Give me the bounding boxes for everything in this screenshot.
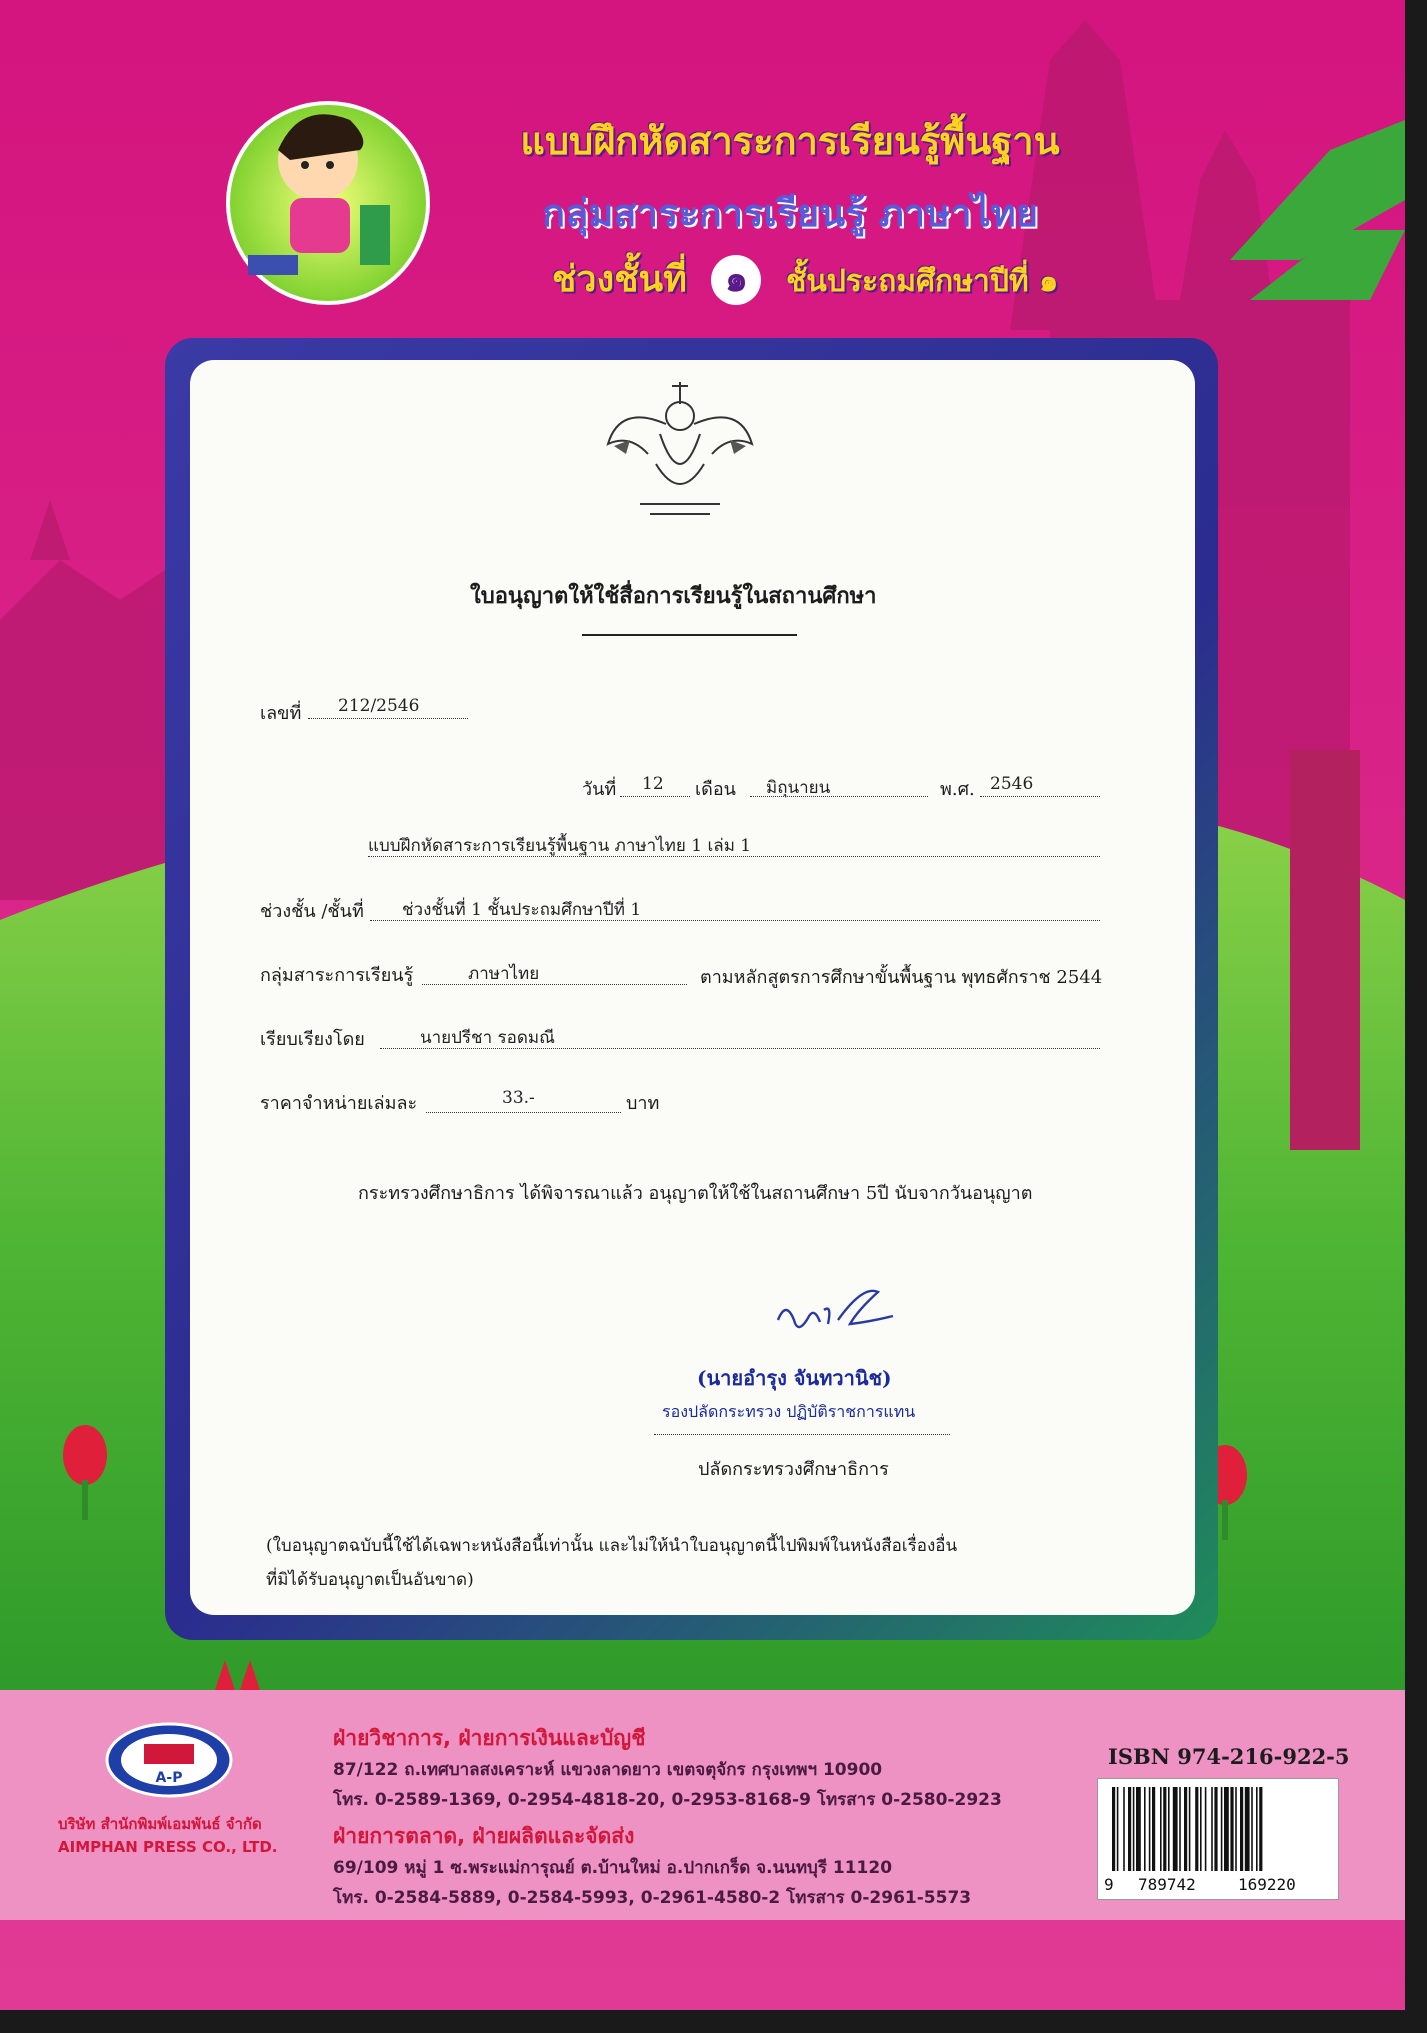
barcode-bar xyxy=(1128,1787,1131,1871)
author-line xyxy=(380,1048,1100,1049)
barcode-bar xyxy=(1112,1787,1115,1871)
author-value: นายปรีชา รอดมณี xyxy=(420,1028,555,1048)
signer-name: (นายอำรุง จันทวานิช) xyxy=(697,1366,892,1390)
subject-line xyxy=(422,984,687,985)
dept1-address: 87/122 ถ.เทศบาลสงเคราะห์ แขวงลาดยาว เขตจตุจักร กรุงเทพฯ 10900 xyxy=(333,1760,883,1780)
curriculum-text: ตามหลักสูตรการศึกษาขั้นพื้นฐาน พุทธศักราช 2544 xyxy=(700,967,1103,988)
header-title-line2: กลุ่มสาระการเรียนรู้ ภาษาไทย xyxy=(542,191,1038,235)
mascot-boy-icon xyxy=(228,103,428,303)
header-level-badge: ๑ xyxy=(711,255,761,305)
barcode-bar xyxy=(1149,1787,1151,1871)
barcode-bar xyxy=(1259,1787,1262,1871)
signature-mark xyxy=(768,1280,898,1350)
dept2-address: 69/109 หมู่ 1 ซ.พระแม่การุณย์ ต.บ้านใหม่ อ.ปากเกร็ด จ.นนทบุรี 11120 xyxy=(333,1858,893,1878)
barcode-prefix: 9 xyxy=(1104,1875,1114,1894)
publisher-logo-text: A-P xyxy=(155,1770,183,1786)
header-level-label: ช่วงชั้นที่ xyxy=(551,259,687,300)
dept2-heading: ฝ่ายการตลาด, ฝ่ายผลิตและจัดส่ง xyxy=(333,1824,635,1848)
subject-label: กลุ่มสาระการเรียนรู้ xyxy=(260,965,414,986)
barcode-left-digits: 789742 xyxy=(1138,1875,1196,1894)
date-day-value: 12 xyxy=(642,774,664,794)
isbn-barcode xyxy=(1097,1778,1339,1900)
barcode-bar xyxy=(1224,1787,1229,1871)
level-label: ช่วงชั้น /ชั้นที่ xyxy=(260,901,364,922)
barcode-bar xyxy=(1221,1787,1223,1871)
publisher-company-en: AIMPHAN PRESS CO., LTD. xyxy=(58,1838,278,1856)
level-value: ช่วงชั้นที่ 1 ชั้นประถมศึกษาปีที่ 1 xyxy=(402,900,642,920)
isbn-label: ISBN 974-216-922-5 xyxy=(1108,1744,1350,1769)
barcode-bar xyxy=(1205,1787,1207,1871)
barcode-bar xyxy=(1179,1787,1181,1871)
date-year-label: พ.ศ. xyxy=(940,779,975,800)
subject-value: ภาษาไทย xyxy=(468,964,540,984)
barcode-bar xyxy=(1173,1787,1178,1871)
price-line xyxy=(426,1112,621,1113)
date-year-value: 2546 xyxy=(990,774,1034,794)
footnote-line1: (ใบอนุญาตฉบับนี้ใช้ได้เฉพาะหนังสือนี้เท่านั้น และไม่ให้นำใบอนุญาตนี้ไปพิมพ์ในหนังสือเรื่องอื่น xyxy=(266,1536,958,1556)
barcode-bar xyxy=(1211,1787,1213,1871)
book-title-line xyxy=(368,856,1100,857)
barcode-bar xyxy=(1251,1787,1253,1871)
title-underline xyxy=(582,634,797,636)
signer-office: ปลัดกระทรวงศึกษาธิการ xyxy=(698,1459,889,1480)
barcode-bar xyxy=(1230,1787,1233,1871)
price-value: 33.- xyxy=(502,1088,535,1108)
barcode-bar xyxy=(1144,1787,1146,1871)
publisher-company-th: บริษัท สำนักพิมพ์เอมพันธ์ จำกัด xyxy=(58,1815,262,1833)
date-year-line xyxy=(980,796,1100,797)
dept2-phone: โทร. 0-2584-5889, 0-2584-5993, 0-2961-4580-2 โทรสาร 0-2961-5573 xyxy=(333,1888,972,1908)
number-label: เลขที่ xyxy=(260,703,302,724)
author-label: เรียบเรียงโดย xyxy=(260,1029,365,1050)
barcode-bar xyxy=(1240,1787,1243,1871)
dept1-heading: ฝ่ายวิชาการ, ฝ่ายการเงินและบัญชี xyxy=(333,1726,646,1750)
certificate-title: ใบอนุญาตให้ใช้สื่อการเรียนรู้ในสถานศึกษา xyxy=(470,583,877,609)
price-unit: บาท xyxy=(626,1093,660,1114)
barcode-right-digits: 169220 xyxy=(1238,1875,1296,1894)
barcode-bar xyxy=(1160,1787,1162,1871)
barcode-bar xyxy=(1214,1787,1217,1871)
barcode-bar xyxy=(1117,1787,1119,1871)
barcode-bar xyxy=(1189,1787,1191,1871)
date-day-line xyxy=(620,796,690,797)
signer-title-line xyxy=(654,1434,950,1435)
signer-title: รองปลัดกระทรวง ปฏิบัติราชการแทน xyxy=(662,1402,916,1421)
barcode-bar xyxy=(1256,1787,1258,1871)
header-title-line3 xyxy=(480,250,1130,307)
barcode-bar xyxy=(1163,1787,1166,1871)
date-month-label: เดือน xyxy=(695,779,736,800)
barcode-bar xyxy=(1184,1787,1187,1871)
approval-text: กระทรวงศึกษาธิการ ได้พิจารณาแล้ว อนุญาตให้ใช้ในสถานศึกษา 5ปี นับจากวันอนุญาต xyxy=(358,1183,1033,1204)
number-value: 212/2546 xyxy=(338,696,420,716)
date-month-line xyxy=(750,796,928,797)
barcode-bar xyxy=(1195,1787,1198,1871)
barcode-bar xyxy=(1152,1787,1155,1871)
barcode-bar xyxy=(1133,1787,1135,1871)
barcode-bar xyxy=(1235,1787,1237,1871)
date-month-value: มิถุนายน xyxy=(766,778,831,798)
barcode-bar xyxy=(1200,1787,1202,1871)
barcode-bar xyxy=(1168,1787,1170,1871)
level-line xyxy=(370,920,1100,921)
dept1-phone: โทร. 0-2589-1369, 0-2954-4818-20, 0-2953-8168-9 โทรสาร 0-2580-2923 xyxy=(333,1790,1002,1810)
barcode-bars xyxy=(1098,1779,1338,1899)
barcode-bar xyxy=(1245,1787,1250,1871)
header-title-line1: แบบฝึกหัดสาระการเรียนรู้พื้นฐาน xyxy=(520,119,1060,163)
garuda-emblem-icon xyxy=(600,374,760,524)
publisher-logo xyxy=(104,1720,234,1800)
book-title-value: แบบฝึกหัดสาระการเรียนรู้พื้นฐาน ภาษาไทย 1 เล่ม 1 xyxy=(368,836,752,856)
number-line xyxy=(308,718,468,719)
header-grade-label: ชั้นประถมศึกษาปีที่ ๑ xyxy=(785,264,1059,299)
barcode-bar xyxy=(1136,1787,1141,1871)
certificate xyxy=(190,360,1195,1615)
barcode-bar xyxy=(1123,1787,1125,1871)
price-label: ราคาจำหน่ายเล่มละ xyxy=(260,1093,418,1114)
footnote-line2: ที่มิได้รับอนุญาตเป็นอันขาด) xyxy=(266,1570,474,1590)
date-day-label: วันที่ xyxy=(582,779,617,800)
